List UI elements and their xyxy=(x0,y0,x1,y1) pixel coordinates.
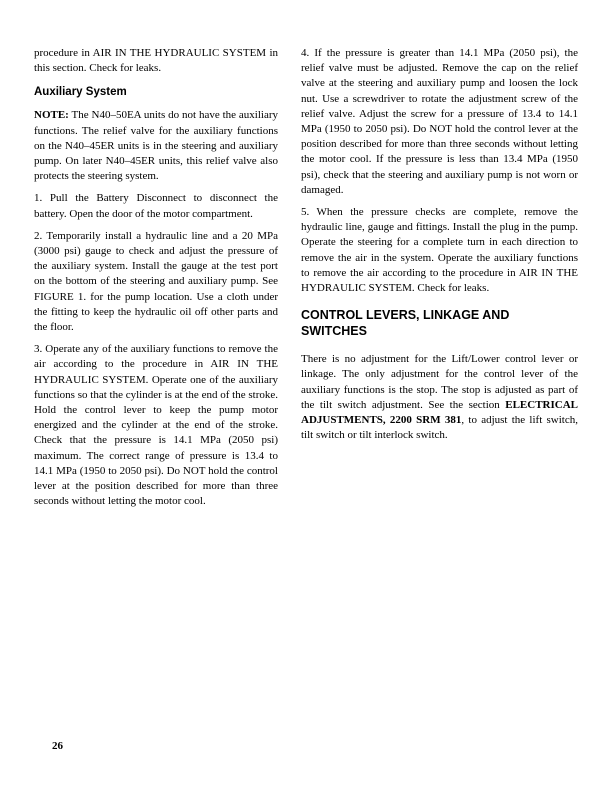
heading-control-levers-linkage-switches: CONTROL LEVERS, LINKAGE AND SWITCHES xyxy=(301,308,510,338)
paragraph-step-2: 2. Temporarily install a hydraulic line and a 20 MPa (3000 psi) gauge to check and adjust the pressure of the auxiliary system. Install the gauge at the test port on the bottom of the steering and auxiliary pump. See FIGURE 1. for the pump location. Use a cloth under the fitting to keep the hydraulic oil off other parts and the floor. xyxy=(34,229,278,334)
note-text: The N40–50EA units do not have the auxiliary functions. The relief valve for the auxiliary functions on the N40–45ER units is in the steering and auxiliary pump. On later N40–45ER units, this relief valve also protects the steering system. xyxy=(34,109,278,183)
paragraph-intro: procedure in AIR IN THE HYDRAULIC SYSTEM in this section. Check for leaks. xyxy=(34,47,278,75)
paragraph-closing xyxy=(301,352,578,443)
page-number: 26 xyxy=(52,740,63,752)
closing-text-after: , to adjust the lift switch, tilt switch or tilt interlock switch. xyxy=(301,414,578,442)
paragraph-step-3: 3. Operate any of the auxiliary functions to remove the air according to the procedure in AIR IN THE HYDRAULIC SYSTEM. Operate one of the auxiliary functions so that the cylinder is at the end of the stroke. Hold the control lever to keep the pump motor energized and the cylinder at the end of the stroke. Check that the pressure is 14.1 MPa (2050 psi) maximum. The correct range of pressure is 13.4 to 14.1 MPa (1950 to 2050 psi). Do NOT hold the control lever at the position described for more than three seconds without letting the motor cool. xyxy=(34,343,278,508)
paragraph-note xyxy=(34,108,278,184)
heading-auxiliary-system: Auxiliary System xyxy=(34,86,127,99)
left-column xyxy=(34,46,278,516)
paragraph-step-1: 1. Pull the Battery Disconnect to disconnect the battery. Open the door of the motor compartment. xyxy=(34,192,278,220)
closing-text-before: There is no adjustment for the Lift/Lower control lever or linkage. The only adjustment for the control lever of the auxiliary functions is the stop. The stop is adjusted as part of the tilt switch adjustment. See the section xyxy=(301,353,578,411)
note-label: NOTE: xyxy=(34,109,69,122)
closing-reference-bold: ELECTRICAL ADJUSTMENTS, 2200 SRM 381 xyxy=(301,398,578,427)
paragraph-step-4: 4. If the pressure is greater than 14.1 MPa (2050 psi), the relief valve must be adjusted. Remove the cap on the relief valve at the steering and auxiliary pump and loosen the lock nut. Use a screwdriver to rotate the adjustment screw of the relief valve. Adjust the screw for a pressure of 13.4 to 14.1 MPa (1950 to 2050 psi). Do NOT hold the control lever at the position described for more than three seconds without letting the motor cool. If the pressure is less than 13.4 MPa (1950 psi), check that the steering and auxiliary pump is not worn or damaged. xyxy=(301,47,578,196)
right-column xyxy=(301,46,578,450)
paragraph-step-5: 5. When the pressure checks are complete, remove the hydraulic line, gauge and fittings. Install the plug in the pump. Operate the steering for a complete turn in each direction to remove the air in the system. Operate the auxiliary functions to remove the air according to the procedure in AIR IN THE HYDRAULIC SYSTEM. Check for leaks. xyxy=(301,206,578,295)
